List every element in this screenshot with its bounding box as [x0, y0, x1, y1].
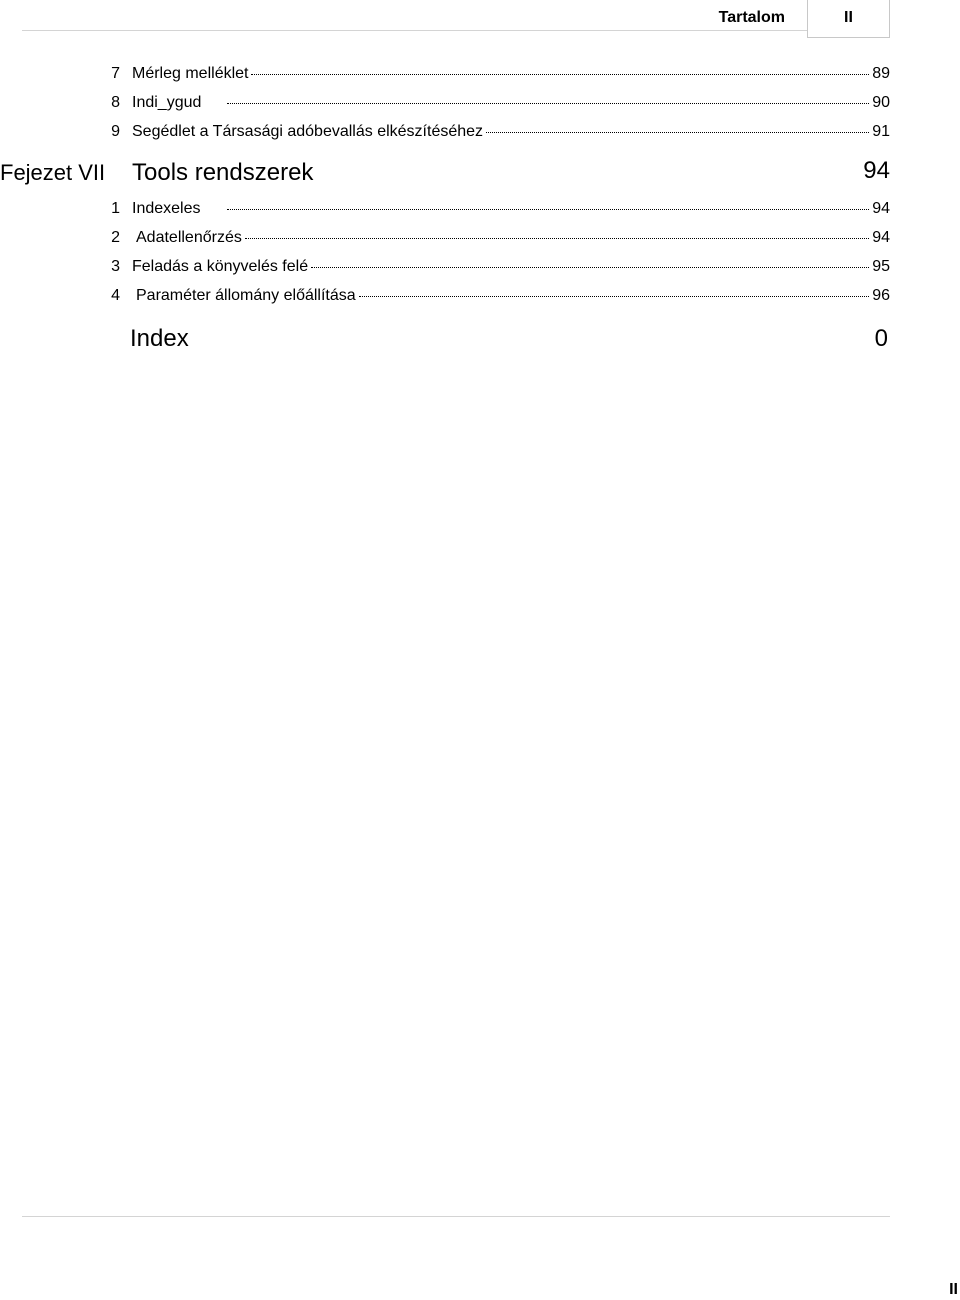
toc-entry-page: 96	[872, 287, 890, 304]
toc-entry-title: Indi_ygud	[132, 94, 202, 111]
toc-entry-title: Feladás a könyvelés felé	[132, 258, 309, 275]
dot-leader	[227, 209, 870, 210]
toc-entry-number: 4	[111, 287, 120, 304]
toc-entry-title: Adatellenőrzés	[136, 229, 242, 246]
header-page-box	[807, 0, 890, 38]
toc-entry-page: 91	[872, 123, 890, 140]
toc-entry-page: 95	[872, 258, 890, 275]
header-title: Tartalom	[718, 9, 785, 26]
toc-entry[interactable]	[0, 122, 890, 142]
toc-entry[interactable]	[0, 228, 890, 248]
toc-entry[interactable]	[0, 199, 890, 219]
toc-entry-number: 1	[111, 200, 120, 217]
dot-leader	[486, 132, 869, 133]
footer-rule	[22, 1216, 890, 1217]
header-page-number: II	[844, 9, 853, 26]
toc-entry-page: 94	[872, 229, 890, 246]
toc-entry-title: Indexeles	[132, 200, 201, 217]
header-rule	[22, 30, 808, 31]
toc-entry-title: Segédlet a Társasági adóbevallás elkészítéséhez	[132, 123, 484, 140]
toc-entry-number: 7	[111, 65, 120, 82]
toc-entry-page: 89	[872, 65, 890, 82]
dot-leader	[227, 103, 869, 104]
toc-entry[interactable]	[0, 64, 890, 84]
index-heading[interactable]	[0, 324, 890, 354]
toc-entry-number: 3	[111, 258, 120, 275]
dot-leader	[245, 238, 869, 239]
chapter-heading[interactable]	[0, 158, 890, 188]
toc-entry-number: 2	[111, 229, 120, 246]
toc-entry-number: 9	[111, 123, 120, 140]
toc-entry-number: 8	[111, 94, 120, 111]
toc-entry[interactable]	[0, 286, 890, 306]
chapter-title: Tools rendszerek	[132, 159, 314, 186]
toc-entry-title: Mérleg melléklet	[132, 65, 249, 82]
dot-leader	[251, 74, 869, 75]
toc-entry-title: Paraméter állomány előállítása	[136, 287, 356, 304]
footer-page-number: II	[949, 1281, 958, 1298]
chapter-page: 94	[863, 157, 890, 184]
dot-leader	[311, 267, 869, 268]
index-page: 0	[874, 325, 888, 352]
toc-entry[interactable]	[0, 257, 890, 277]
toc-entry[interactable]	[0, 93, 890, 113]
toc-entry-page: 90	[872, 94, 890, 111]
dot-leader	[359, 296, 870, 297]
index-title: Index	[130, 325, 189, 352]
chapter-label: Fejezet VII	[0, 160, 106, 185]
toc-entry-page: 94	[872, 200, 890, 217]
